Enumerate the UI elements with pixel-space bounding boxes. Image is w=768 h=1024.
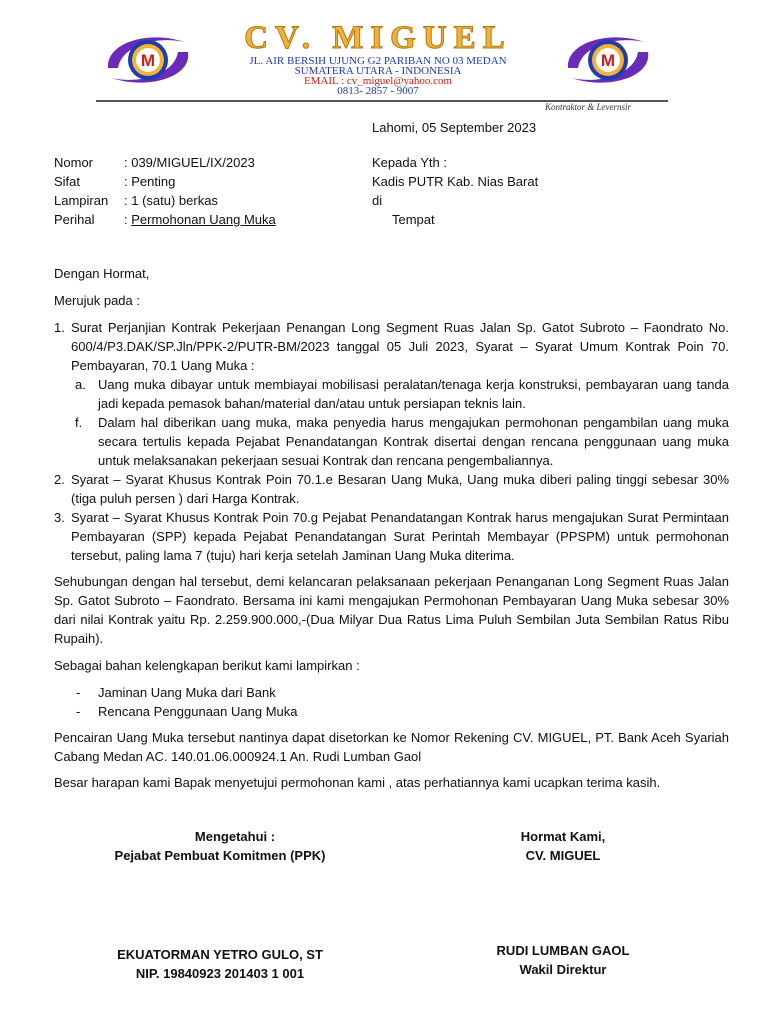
address-line-1: JL. AIR BERSIH UJUNG G2 PARIBAN NO 03 MEDAN bbox=[249, 55, 507, 67]
item-text-3: Syarat – Syarat Khusus Kontrak Poin 70.g Pejabat Penandatangan Kontrak harus mengajukan Surat Permintaan Pembayaran (SPP) kepada Pejabat Penandatangan Surat Perintah Membayar (PPSPM) untuk permohonan tersebut, paling lama 7 (tuju) hari kerja setelah Jaminan Uang Muka diterima. bbox=[71, 510, 729, 563]
subject-text: Permohonan Uang Muka bbox=[131, 212, 276, 227]
meta-value-lampiran: : 1 (satu) berkas bbox=[124, 193, 218, 208]
item-text-2: Syarat – Syarat Khusus Kontrak Poin 70.1.e Besaran Uang Muka, Uang muka diberi paling tinggi sebesar 30% (tiga puluh persen ) dari Harga Kontrak. bbox=[71, 472, 729, 506]
svg-text:M: M bbox=[600, 51, 616, 70]
attachment-item-1: Jaminan Uang Muka dari Bank bbox=[98, 685, 276, 700]
company-tagline: Kontraktor & Levernsir bbox=[545, 102, 632, 112]
sign-left-heading-2: Pejabat Pembuat Komitmen (PPK) bbox=[114, 848, 326, 863]
meta-label-lampiran: Lampiran bbox=[54, 193, 109, 208]
sign-right-name: RUDI LUMBAN GAOL bbox=[496, 943, 630, 958]
payment-paragraph: Pencairan Uang Muka tersebut nantinya dapat disetorkan ke Nomor Rekening CV. MIGUEL, PT. Bank Aceh Syariah Cabang Medan AC. 140.01.06.000924.1 An. Rudi Lumban Gaol bbox=[54, 730, 729, 764]
item-number-1: 1. bbox=[54, 320, 65, 335]
attachment-item-2: Rencana Penggunaan Uang Muka bbox=[98, 704, 298, 719]
company-phone: 0813- 2857 - 9007 bbox=[337, 85, 419, 97]
meta-value-perihal: : Permohonan Uang Muka bbox=[124, 212, 276, 227]
sign-right-heading-1: Hormat Kami, bbox=[520, 829, 606, 844]
meta-value-nomor: : 039/MIGUEL/IX/2023 bbox=[124, 155, 255, 170]
subitem-text-a: Uang muka dibayar untuk membiayai mobilisasi peralatan/tenaga kerja konstruksi, pembayaran uang tanda jadi kepada pemasok bahan/material dan/atau untuk persiapan teknis lain. bbox=[98, 377, 729, 411]
company-logo-left bbox=[100, 28, 196, 92]
closing-sentence: Besar harapan kami Bapak menyetujui permohonan kami , atas perhatiannya kami ucapkan terima kasih. bbox=[54, 775, 661, 790]
item-number-3: 3. bbox=[54, 510, 65, 525]
sign-left-nip: NIP. 19840923 201403 1 001 bbox=[135, 966, 305, 981]
company-email: EMAIL : cv_miguel@yahoo.com bbox=[303, 75, 453, 87]
attachments-intro: Sebagai bahan kelengkapan berikut kami lampirkan : bbox=[54, 658, 360, 673]
sign-right-heading-2: CV. MIGUEL bbox=[525, 848, 601, 863]
subitem-number-a: a. bbox=[75, 377, 86, 392]
subitem-number-f: f. bbox=[75, 415, 83, 430]
attachment-bullet-1: - bbox=[76, 685, 81, 700]
sign-left-heading-1: Mengetahui : bbox=[194, 829, 276, 844]
meta-label-sifat: Sifat bbox=[54, 174, 81, 189]
recipient-line-2: Kadis PUTR Kab. Nias Barat bbox=[372, 174, 539, 189]
company-logo-right bbox=[560, 28, 656, 92]
sign-left-name: EKUATORMAN YETRO GULO, ST bbox=[117, 947, 323, 962]
place-date: Lahomi, 05 September 2023 bbox=[372, 120, 537, 135]
svg-text:M: M bbox=[140, 51, 156, 70]
meta-label-nomor: Nomor bbox=[54, 155, 94, 170]
recipient-line-1: Kepada Yth : bbox=[372, 155, 447, 170]
address-line-2: SUMATERA UTARA - INDONESIA bbox=[294, 65, 462, 77]
recipient-line-3: di bbox=[372, 193, 383, 208]
item-number-2: 2. bbox=[54, 472, 65, 487]
greeting: Dengan Hormat, bbox=[54, 266, 150, 281]
subitem-text-f: Dalam hal diberikan uang muka, maka penyedia harus mengajukan permohonan pengambilan uang muka secara tertulis kepada Pejabat Penandatangan Kontrak disertai dengan rencana penggunaan uang muka untuk melaksanakan pekerjaan sesuai Kontrak dan rencana pengembaliannya. bbox=[98, 415, 729, 468]
item-text-1: Surat Perjanjian Kontrak Pekerjaan Penangan Long Segment Ruas Jalan Sp. Gatot Subroto – Faondrato No. 600/4/P3.DAK/SP.Jln/PPK-2/PUTR-BM/2023 tanggal 05 Juli 2023, Syarat – Syarat Umum Kontrak Poin 70. Pembayaran, 70.1 Uang Muka : bbox=[71, 320, 729, 373]
company-name: CV. MIGUEL bbox=[244, 20, 512, 56]
meta-label-perihal: Perihal bbox=[54, 212, 95, 227]
attachment-bullet-2: - bbox=[76, 704, 81, 719]
recipient-line-4: Tempat bbox=[392, 212, 435, 227]
sign-right-title: Wakil Direktur bbox=[519, 962, 607, 977]
meta-value-sifat: : Penting bbox=[124, 174, 176, 189]
request-paragraph: Sehubungan dengan hal tersebut, demi kelancaran pelaksanaan pekerjaan Penanganan Long Segment Ruas Jalan Sp. Gatot Subroto – Faondrato. Bersama ini kami mengajukan Permohonan Pembayaran Uang Muka sebesar 30% dari nilai Kontrak yaitu Rp. 2.259.900.000,-(Dua Milyar Dua Ratus Lima Puluh Sembilan Juta Sembilan Ratus Ribu Rupaih). bbox=[54, 574, 729, 646]
intro-text: Merujuk pada : bbox=[54, 293, 140, 308]
